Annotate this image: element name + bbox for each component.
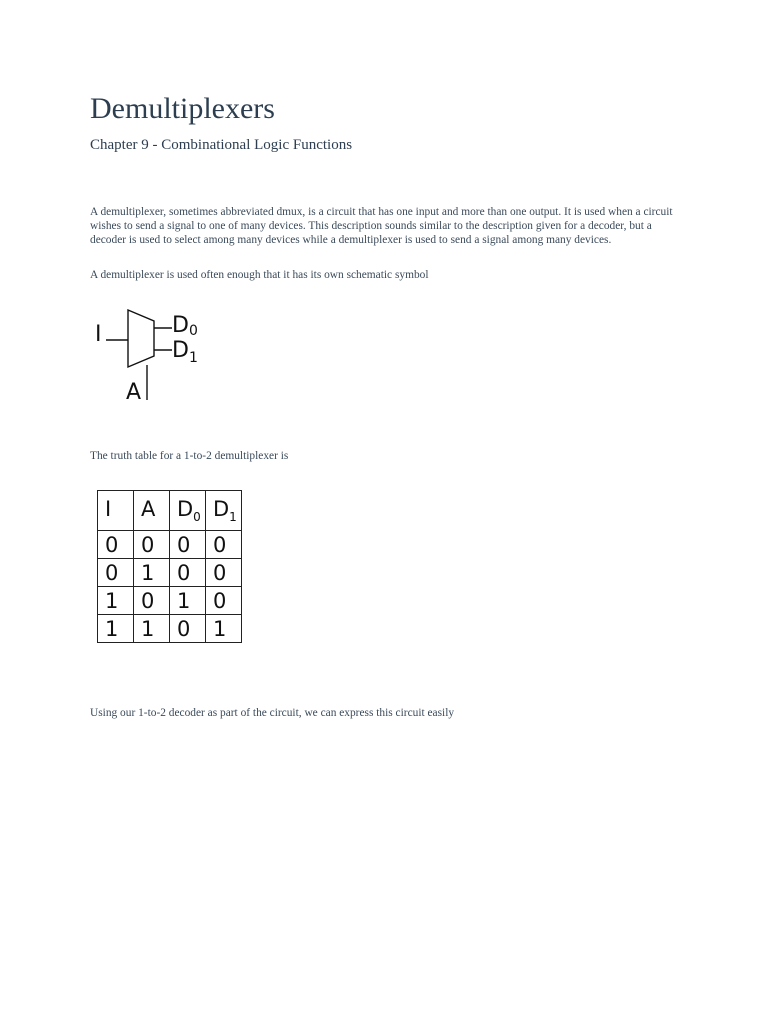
demux-schematic-symbol: [92, 305, 222, 405]
input-label: I: [95, 322, 102, 347]
header-subscript: 0: [193, 510, 201, 524]
page-title: Demultiplexers: [90, 92, 275, 125]
table-cell: 0: [98, 559, 134, 587]
output-0-subscript: 0: [188, 323, 198, 339]
table-row: [98, 559, 242, 587]
table-cell: 1: [206, 615, 242, 643]
table-cell: 0: [206, 587, 242, 615]
truth-table: [97, 490, 242, 643]
output-1-label: $D_1$: [172, 338, 198, 366]
table-cell: 0: [206, 559, 242, 587]
truth-table-header-row: [98, 491, 242, 531]
table-cell: 1: [98, 615, 134, 643]
header-cell-a: A: [134, 491, 170, 531]
circuit-paragraph: Using our 1-to-2 decoder as part of the circuit, we can express this circuit easily: [90, 707, 455, 719]
header-cell-d1: $D_1$: [206, 491, 242, 531]
truth-table-caption: The truth table for a 1-to-2 demultiplexer is: [90, 450, 289, 462]
table-cell: 0: [170, 559, 206, 587]
table-cell: 0: [206, 531, 242, 559]
table-cell: 1: [170, 587, 206, 615]
table-cell: 0: [98, 531, 134, 559]
intro-paragraph: A demultiplexer, sometimes abbreviated dmux, is a circuit that has one input and more than one output. It is used when a circuit wishes to send a signal to one of many devices. This description sounds similar to the description given for a decoder, but a decoder is used to select among many devices while a demultiplexer is used to send a signal among many devices.: [90, 206, 673, 246]
output-1-subscript: 1: [188, 350, 198, 366]
table-cell: 1: [134, 615, 170, 643]
header-cell-d0: $D_0$: [170, 491, 206, 531]
chapter-subtitle: Chapter 9 - Combinational Logic Functions: [90, 137, 353, 153]
table-row: [98, 587, 242, 615]
output-0-label: D0: [172, 313, 198, 339]
select-label: A: [126, 380, 142, 405]
header-subscript: 1: [229, 510, 237, 524]
table-cell: 1: [134, 559, 170, 587]
table-cell: 0: [170, 615, 206, 643]
demux-body-shape: [128, 310, 154, 367]
table-cell: 0: [134, 531, 170, 559]
table-cell: 1: [98, 587, 134, 615]
table-cell: 0: [134, 587, 170, 615]
header-cell-i: I: [98, 491, 134, 531]
table-row: [98, 615, 242, 643]
table-cell: 0: [170, 531, 206, 559]
symbol-paragraph: A demultiplexer is used often enough that it has its own schematic symbol: [90, 269, 429, 281]
table-row: [98, 531, 242, 559]
